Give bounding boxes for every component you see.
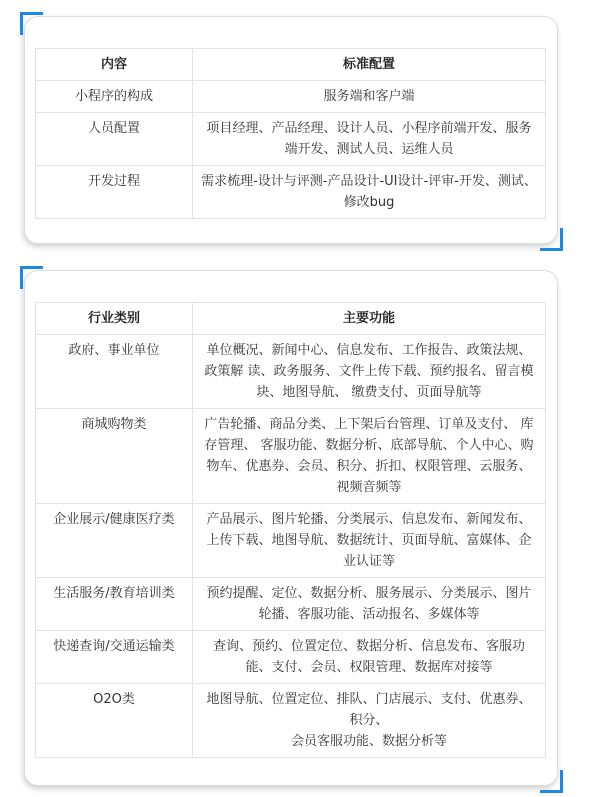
corner-accent-top-left	[20, 266, 43, 289]
industry-row-functions: 产品展示、图片轮播、分类展示、信息发布、新闻发布、上传下载、地图导航、数据统计、页面导航、富媒体、企业认证等	[193, 504, 546, 578]
config-row-label: 开发过程	[36, 166, 193, 219]
table-row	[36, 631, 546, 684]
config-row-value: 需求梳理-设计与评测-产品设计-UI设计-评审-开发、测试、修改bug	[193, 166, 546, 219]
table-row	[36, 81, 546, 113]
corner-accent-bottom-right	[540, 770, 563, 793]
industry-row-category: 生活服务/教育培训类	[36, 578, 193, 631]
industry-row-functions: 广告轮播、商品分类、上下架后台管理、订单及支付、 库存管理、 客服功能、数据分析、底部导航、个人中心、购物车、优惠券、会员、积分、折扣、权限管理、云服务、视频音频等	[193, 409, 546, 504]
industry-row-functions: 预约提醒、定位、数据分析、服务展示、分类展示、图片轮播、客服功能、活动报名、多媒体等	[193, 578, 546, 631]
config-row-label: 人员配置	[36, 113, 193, 166]
industry-row-category: 快递查询/交通运输类	[36, 631, 193, 684]
industry-row-category: 商城购物类	[36, 409, 193, 504]
industry-header-functions: 主要功能	[193, 303, 546, 335]
table-row	[36, 409, 546, 504]
industry-table-header-row	[36, 303, 546, 335]
config-table-header-row	[36, 49, 546, 81]
table-row	[36, 335, 546, 409]
table-row	[36, 504, 546, 578]
industry-row-functions: 地图导航、位置定位、排队、门店展示、支付、优惠券、积分、 会员客服功能、数据分析等	[193, 684, 546, 758]
config-header-standard: 标准配置	[193, 49, 546, 81]
table-row	[36, 166, 546, 219]
corner-accent-top-left	[20, 12, 43, 35]
industry-row-functions: 单位概况、新闻中心、信息发布、工作报告、政策法规、政策解 读、政务服务、文件上传下载、预约报名、留言模块、地图导航、 缴费支付、页面导航等	[193, 335, 546, 409]
table-row	[36, 684, 546, 758]
industry-row-category: 政府、事业单位	[36, 335, 193, 409]
config-row-label: 小程序的构成	[36, 81, 193, 113]
config-table	[35, 48, 546, 219]
industry-row-functions: 查询、预约、位置定位、数据分析、信息发布、客服功能、支付、会员、权限管理、数据库对接等	[193, 631, 546, 684]
config-header-content: 内容	[36, 49, 193, 81]
table-row	[36, 113, 546, 166]
industry-table	[35, 302, 546, 758]
table-row	[36, 578, 546, 631]
industry-row-category: O2O类	[36, 684, 193, 758]
industry-header-category: 行业类别	[36, 303, 193, 335]
config-row-value: 项目经理、产品经理、设计人员、小程序前端开发、服务端开发、测试人员、运维人员	[193, 113, 546, 166]
corner-accent-bottom-right	[540, 228, 563, 251]
industry-row-category: 企业展示/健康医疗类	[36, 504, 193, 578]
config-row-value: 服务端和客户端	[193, 81, 546, 113]
